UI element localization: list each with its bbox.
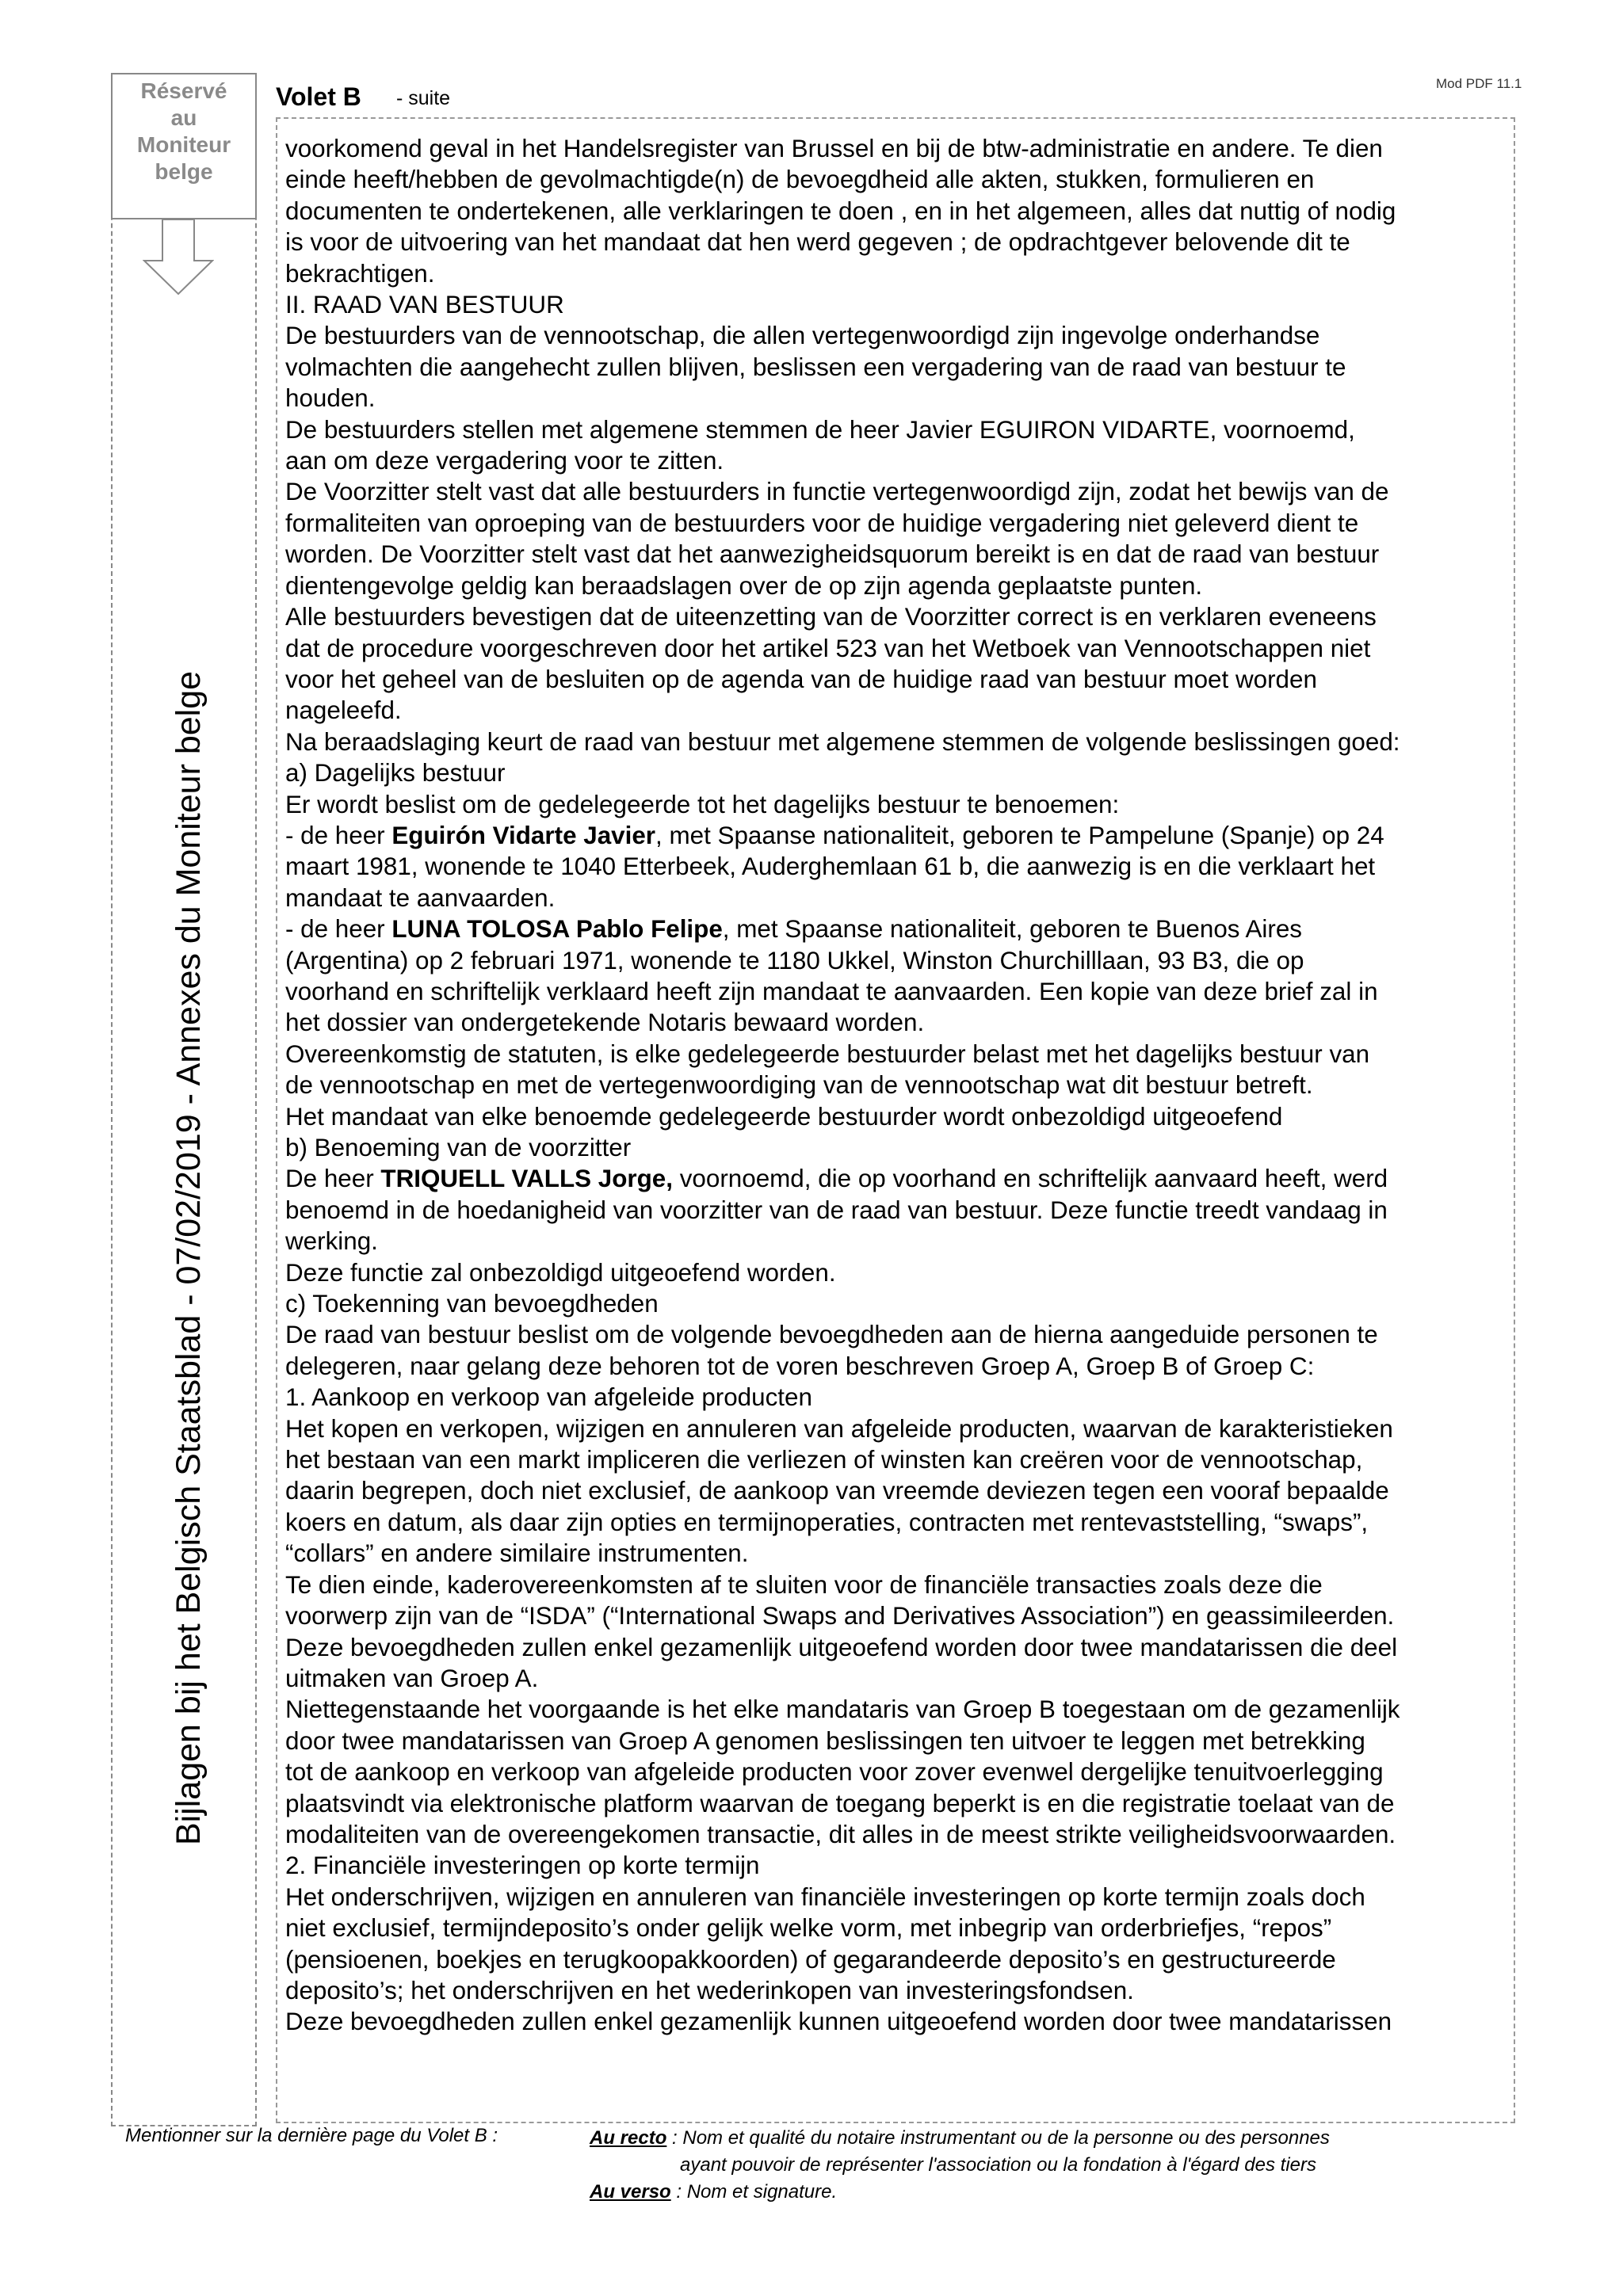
text-segment: door twee mandatarissen van Groep A genomen beslissingen ten uitvoer te leggen met betrekking <box>285 1726 1365 1755</box>
text-segment: voornoemd, die op voorhand en schriftelijk aanvaard heeft, werd <box>673 1165 1388 1193</box>
body-line <box>285 1850 1522 1881</box>
body-line <box>285 633 1522 664</box>
person-name: LUNA TOLOSA Pablo Felipe <box>391 915 723 944</box>
text-segment: aan om deze vergadering voor te zitten. <box>285 447 724 475</box>
body-line <box>285 1195 1522 1226</box>
text-segment: modaliteiten van de overeengekomen transactie, dit alles in de meest strikte veiligheidsvoorwaarden. <box>285 1820 1396 1848</box>
body-line <box>285 1913 1522 1943</box>
body-line <box>285 1694 1522 1725</box>
body-line <box>285 1975 1522 2006</box>
text-segment: is voor de uitvoering van het mandaat dat hen werd gegeven ; de opdrachtgever belovende dit te <box>285 228 1350 257</box>
text-segment: volmachten die aangehecht zullen blijven, beslissen een vergadering van de raad van bestuur te <box>285 353 1346 381</box>
text-segment: worden. De Voorzitter stelt vast dat het aanwezigheidsquorum bereikt is en dat de raad van bestuur <box>285 540 1380 569</box>
text-segment: houden. <box>285 384 376 413</box>
body-line <box>285 383 1522 414</box>
text-segment: tot de aankoop en verkoop van afgeleide producten voor zover evenwel dergelijke tenuitvoerlegging <box>285 1758 1384 1787</box>
text-segment: formaliteiten van oproeping van de bestuurders voor de huidige vergadering niet geleverd dient te <box>285 509 1359 537</box>
body-line <box>285 414 1522 445</box>
body-line <box>285 789 1522 820</box>
text-segment: Te dien einde, kaderovereenkomsten af te sluiten voor de financiële transacties zoals deze die <box>285 1570 1323 1599</box>
text-segment: De heer <box>285 1165 381 1193</box>
text-segment: , met Spaanse nationaliteit, geboren te Pampelune (Spanje) op 24 <box>655 821 1384 849</box>
text-segment: einde heeft/hebben de gevolmachtigde(n) de bevoegdheid alle akten, stukken, formulieren en <box>285 166 1315 194</box>
body-line <box>285 883 1522 913</box>
text-segment: maart 1981, wonende te 1040 Etterbeek, Auderghemlaan 61 b, die aanwezig is en die verklaart het <box>285 852 1376 881</box>
text-segment: (pensioenen, boekjes en terugkoopakkoorden) of gegarandeerde deposito’s en gestructureerde <box>285 1945 1336 1974</box>
body-line <box>285 227 1522 257</box>
footer-mention: Mentionner sur la dernière page du Volet B : <box>125 2125 498 2146</box>
text-segment: dat de procedure voorgeschreven door het artikel 523 van het Wetboek van Vennootschappen niet <box>285 634 1371 662</box>
text-segment: Het mandaat van elke benoemde gedelegeerde bestuurder wordt onbezoldigd uitgeoefend <box>285 1102 1283 1131</box>
body-line <box>285 1226 1522 1257</box>
body-line <box>285 508 1522 539</box>
body-line <box>285 196 1522 227</box>
volet-suite: - suite <box>396 87 451 109</box>
text-segment: delegeren, naar gelang deze behoren tot de voren beschreven Groep A, Groep B of Groep C: <box>285 1352 1315 1380</box>
body-line <box>285 1475 1522 1506</box>
person-name: Eguirón Vidarte Javier <box>391 821 656 849</box>
text-segment: het bestaan van een markt impliceren die verliezen of winsten kan creëren voor de vennootschap, <box>285 1446 1363 1474</box>
body-line <box>285 1132 1522 1163</box>
reserve-label: Réservé au Moniteur belge <box>136 78 231 184</box>
text-segment: 2. Financiële investeringen op korte termijn <box>285 1852 760 1880</box>
body-line <box>285 664 1522 695</box>
text-segment: De bestuurders van de vennootschap, die allen vertegenwoordigd zijn ingevolge onderhandse <box>285 322 1320 350</box>
body-line <box>285 1413 1522 1444</box>
reserve-box <box>111 73 257 219</box>
recto-label: Au recto <box>590 2127 667 2149</box>
document-body <box>285 133 1522 2038</box>
body-line <box>285 727 1522 757</box>
text-segment: werking. <box>285 1227 378 1256</box>
body-line <box>285 1039 1522 1070</box>
text-segment: mandaat te aanvaarden. <box>285 883 556 912</box>
text-segment: voorwerp zijn van de “ISDA” (“International Swaps and Derivatives Association”) en geassimileerden. <box>285 1602 1395 1630</box>
side-publication-label: Bijlagen bij het Belgisch Staatsblad - 07/02/2019 - Annexes du Moniteur belge <box>170 670 208 1846</box>
text-segment: niet exclusief, termijndeposito’s onder gelijk welke vorm, met inbegrip van orderbriefjes, “repos” <box>285 1914 1332 1943</box>
text-segment: voor het geheel van de besluiten op de agenda van de huidige raad van bestuur moet worden <box>285 665 1317 693</box>
body-line <box>285 945 1522 976</box>
text-segment: , met Spaanse nationaliteit, geboren te Buenos Aires <box>722 915 1302 944</box>
text-segment: - de heer <box>285 821 392 849</box>
text-segment: Deze functie zal onbezoldigd uitgeoefend worden. <box>285 1258 836 1287</box>
text-segment: dientengevolge geldig kan beraadslagen over de op zijn agenda geplaatste punten. <box>285 571 1203 600</box>
body-line <box>285 695 1522 726</box>
text-segment: De raad van bestuur beslist om de volgende bevoegdheden aan de hierna aangeduide personen te <box>285 1321 1378 1349</box>
body-line <box>285 352 1522 383</box>
text-segment: voorhand en schriftelijk verklaard heeft zijn mandaat te aanvaarden. Een kopie van deze brief zal in <box>285 977 1378 1005</box>
body-line <box>285 1632 1522 1663</box>
text-segment: de vennootschap en met de vertegenwoordiging van de vennootschap wat dit bestuur betreft. <box>285 1071 1313 1100</box>
verso-label: Au verso <box>590 2181 671 2203</box>
body-line <box>285 1663 1522 1694</box>
text-segment: Overeenkomstig de statuten, is elke gedelegeerde bestuurder belast met het dagelijks bestuur van <box>285 1039 1370 1068</box>
body-line <box>285 1351 1522 1382</box>
body-line <box>285 1382 1522 1413</box>
text-segment: (Argentina) op 2 februari 1971, wonende te 1180 Ukkel, Winston Churchilllaan, 93 B3, die op <box>285 946 1304 974</box>
text-segment: Het onderschrijven, wijzigen en annuleren van financiële investeringen op korte termijn zoals doch <box>285 1882 1365 1911</box>
recto-text: : Nom et qualité du notaire instrumentant ou de la personne ou des personnes <box>666 2127 1330 2149</box>
text-segment: Alle bestuurders bevestigen dat de uiteenzetting van de Voorzitter correct is en verklaren eveneens <box>285 603 1377 631</box>
body-line <box>285 913 1522 944</box>
body-line <box>285 820 1522 851</box>
text-segment: koers en datum, als daar zijn opties en termijnoperaties, contracten met rentevaststelling, “swaps”, <box>285 1508 1369 1536</box>
body-line <box>285 570 1522 601</box>
body-line <box>285 1070 1522 1100</box>
body-line <box>285 1101 1522 1132</box>
text-segment: II. RAAD VAN BESTUUR <box>285 291 564 319</box>
text-segment: het dossier van ondergetekende Notaris bewaard worden. <box>285 1009 925 1037</box>
text-segment: “collars” en andere similaire instrumenten. <box>285 1539 749 1568</box>
text-segment: documenten te ondertekenen, alle verklaringen te doen , en in het algemeen, alles dat nuttig of nodig <box>285 196 1396 225</box>
body-line <box>285 320 1522 351</box>
text-segment: plaatsvindt via elektronische platform waarvan de toegang beperkt is en die registratie toelaat van de <box>285 1789 1395 1817</box>
volet-title: Volet B <box>276 82 361 111</box>
body-line <box>285 1788 1522 1819</box>
text-segment: voorkomend geval in het Handelsregister van Brussel en bij de btw-administratie en andere. Te dien <box>285 135 1383 162</box>
text-segment: daarin begrepen, doch niet exclusief, de aankoop van vreemde deviezen tegen een vooraf bepaalde <box>285 1477 1389 1505</box>
body-line <box>285 1538 1522 1569</box>
body-line <box>285 1944 1522 1975</box>
text-segment: deposito’s; het onderschrijven en het wederinkopen van investeringsfondsen. <box>285 1976 1134 2004</box>
form-version: Mod PDF 11.1 <box>1436 76 1522 91</box>
text-segment: uitmaken van Groep A. <box>285 1664 539 1692</box>
body-line <box>285 1569 1522 1600</box>
text-segment: De Voorzitter stelt vast dat alle bestuurders in functie vertegenwoordigd zijn, zodat het bewijs van de <box>285 478 1389 506</box>
text-segment: 1. Aankoop en verkoop van afgeleide producten <box>285 1383 812 1412</box>
body-line <box>285 164 1522 195</box>
body-line <box>285 476 1522 507</box>
body-line <box>285 851 1522 882</box>
body-line <box>285 1756 1522 1787</box>
text-segment: De bestuurders stellen met algemene stemmen de heer Javier EGUIRON VIDARTE, voornoemd, <box>285 415 1355 444</box>
text-segment: - de heer <box>285 915 392 944</box>
text-segment: b) Benoeming van de voorzitter <box>285 1134 632 1161</box>
body-line <box>285 1882 1522 1913</box>
text-segment: Na beraadslaging keurt de raad van bestuur met algemene stemmen de volgende beslissingen goed: <box>285 727 1400 756</box>
text-segment: Het kopen en verkopen, wijzigen en annuleren van afgeleide producten, waarvan de karakteristieken <box>285 1414 1393 1443</box>
body-line <box>285 289 1522 320</box>
body-line <box>285 757 1522 788</box>
body-line <box>285 1319 1522 1350</box>
text-segment: Er wordt beslist om de gedelegeerde tot het dagelijks bestuur te benoemen: <box>285 790 1120 818</box>
body-line <box>285 1507 1522 1538</box>
text-segment: a) Dagelijks bestuur <box>285 759 506 788</box>
body-line <box>285 1288 1522 1319</box>
verso-text: : Nom et signature. <box>670 2181 838 2203</box>
down-arrow-icon <box>143 219 214 296</box>
body-line <box>285 1600 1522 1631</box>
body-line <box>285 445 1522 476</box>
body-line <box>285 258 1522 289</box>
body-line <box>285 976 1522 1007</box>
body-line <box>285 1726 1522 1756</box>
body-line <box>285 1819 1522 1850</box>
text-segment: Niettegenstaande het voorgaande is het elke mandataris van Groep B toegestaan om de gezamenlijk <box>285 1695 1400 1724</box>
body-line <box>285 1444 1522 1475</box>
body-line <box>285 133 1522 164</box>
body-line <box>285 601 1522 632</box>
text-segment: nageleefd. <box>285 696 402 725</box>
body-line <box>285 1257 1522 1288</box>
body-line <box>285 1163 1522 1194</box>
text-segment: bekrachtigen. <box>285 259 435 288</box>
body-line <box>285 539 1522 570</box>
text-segment: benoemd in de hoedanigheid van voorzitter van de raad van bestuur. Deze functie treedt vandaag in <box>285 1196 1388 1224</box>
footer-instructions <box>590 2125 1330 2206</box>
person-name: TRIQUELL VALLS Jorge, <box>380 1165 673 1193</box>
text-segment: Deze bevoegdheden zullen enkel gezamenlijk kunnen uitgeoefend worden door twee mandatarissen <box>285 2008 1392 2036</box>
text-segment: c) Toekenning van bevoegdheden <box>285 1290 659 1318</box>
body-line <box>285 1007 1522 1038</box>
text-segment: Deze bevoegdheden zullen enkel gezamenlijk uitgeoefend worden door twee mandatarissen die deel <box>285 1633 1398 1661</box>
recto-text-continued: ayant pouvoir de représenter l'association ou la fondation à l'égard des tiers <box>680 2154 1316 2176</box>
body-line <box>285 2006 1522 2037</box>
